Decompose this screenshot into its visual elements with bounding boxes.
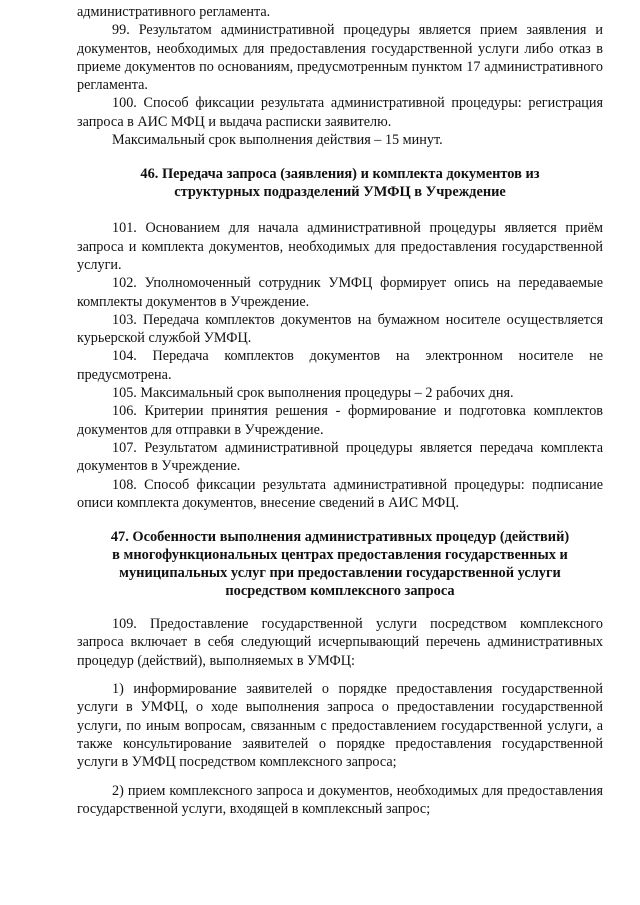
paragraph-105: 105. Максимальный срок выполнения процедуры – 2 рабочих дня. (112, 385, 514, 402)
paragraph-continuation: административного регламента. (77, 4, 271, 20)
paragraph-109-item-2: 2) прием комплексного запроса и документов, необходимых для предоставления государственной услуги, входящей в комплексный запрос; (77, 782, 603, 817)
section-heading-47: 47. Особенности выполнения административных процедур (действий) в многофункциональных центрах предоставления государственных и муниципальных услуг при предоставлении государственной услуги посредством комплексного запроса (110, 529, 570, 600)
document-body (77, 3, 603, 818)
paragraph-max-time-15: Максимальный срок выполнения действия – 15 минут. (112, 132, 443, 149)
paragraph-99: 99. Результатом административной процедуры является прием заявления и документов, необходимых для предоставления государственной услуги либо отказ в приеме документов по основаниям, предусмотренным пунктом 17 административного регламента. (77, 22, 603, 94)
paragraph-106: 106. Критерии принятия решения - формирование и подготовка комплектов документов для отправки в Учреждение. (77, 403, 603, 438)
paragraph-108: 108. Способ фиксации результата административной процедуры: подписание описи комплекта документов, внесение сведений в АИС МФЦ. (77, 476, 603, 511)
paragraph-100: 100. Способ фиксации результата административной процедуры: регистрация запроса в АИС МФЦ и выдача расписки заявителю. (77, 95, 603, 130)
paragraph-101: 101. Основанием для начала административной процедуры является приём запроса и комплекта документов, необходимых для предоставления государственной услуги. (77, 220, 603, 273)
paragraph-107: 107. Результатом административной процедуры является передача комплекта документов в Учреждение. (77, 439, 603, 475)
paragraph-103: 103. Передача комплектов документов на бумажном носителе осуществляется курьерской службой УМФЦ. (77, 311, 603, 347)
paragraph-109: 109. Предоставление государственной услуги посредством комплексного запроса включает в себя следующий исчерпывающий перечень административных процедур (действий), выполняемых в УМФЦ: (77, 616, 603, 669)
section-heading-46: 46. Передача запроса (заявления) и комплекта документов из структурных подразделений УМФЦ в Учреждение (140, 166, 540, 201)
paragraph-109-item-1: 1) информирование заявителей о порядке предоставления государственной услуги в УМФЦ, о ходе выполнения запроса о предоставлении государственной услуги, по иным вопросам, связанным с предоставлением государственной услуги, а также консультирование заявителей о порядке предоставления государственной услуги в УМФЦ посредством комплексного запроса; (77, 681, 603, 771)
paragraph-104: 104. Передача комплектов документов на электронном носителе не предусмотрена. (77, 348, 603, 383)
paragraph-102: 102. Уполномоченный сотрудник УМФЦ формирует опись на передаваемые комплекты документов в Учреждение. (77, 275, 603, 310)
